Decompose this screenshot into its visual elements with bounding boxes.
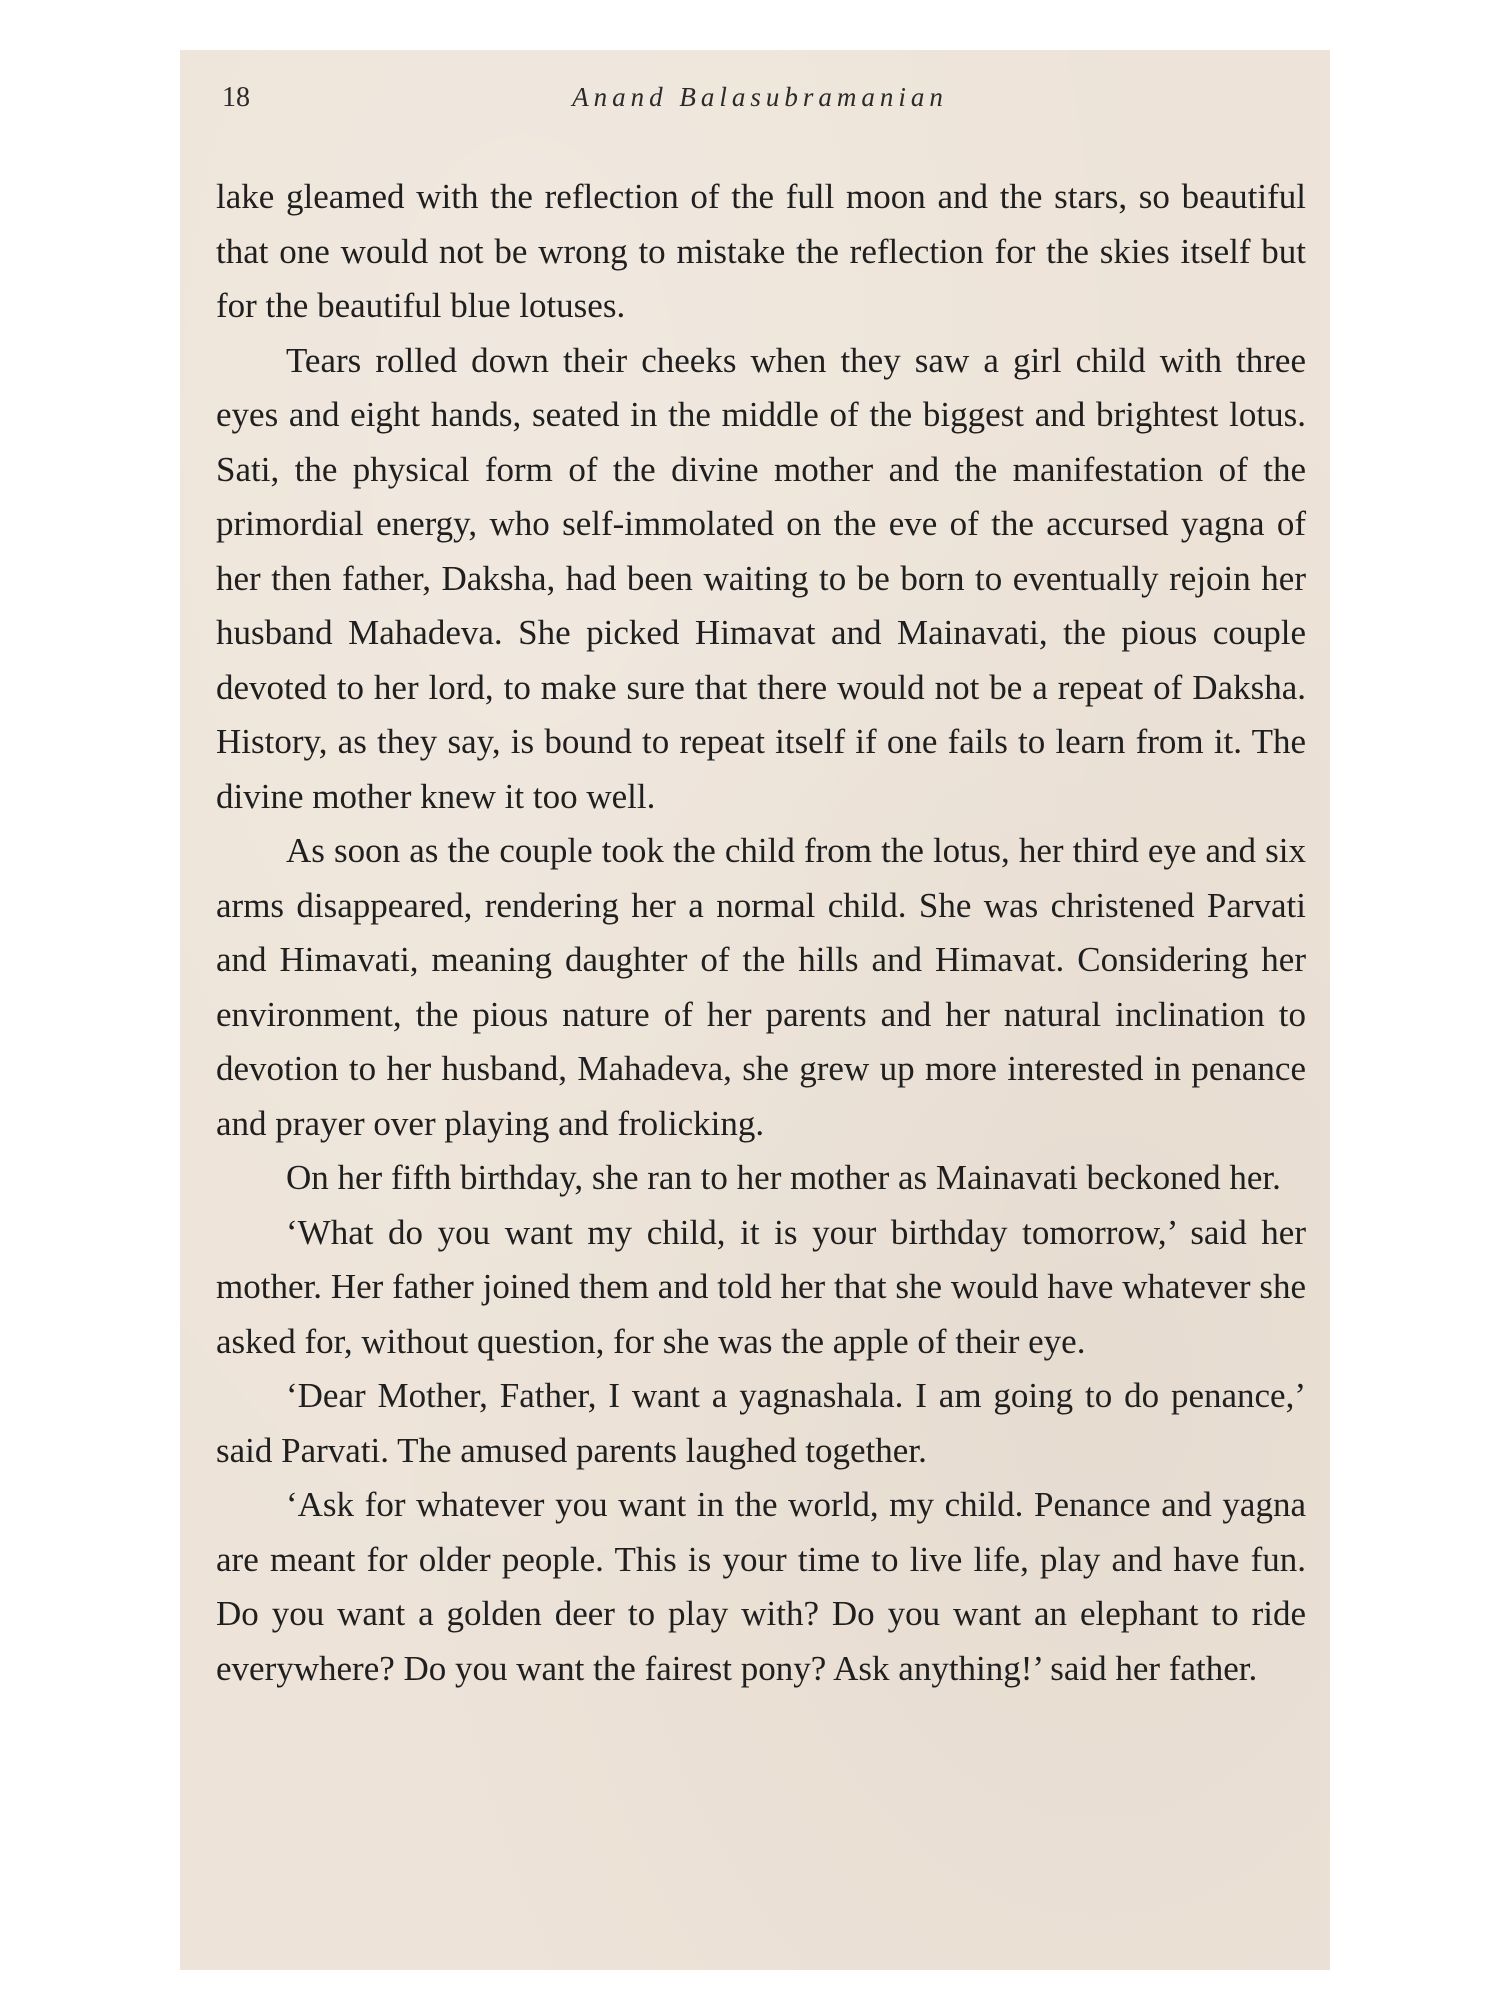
page-header [220, 68, 1300, 118]
paragraph: Tears rolled down their cheeks when they saw a girl child with three eyes and eight hands, seated in the middle of the biggest and brightest lotus. Sati, the physical form of the divine mother and the manifestation of the primordial energy, who self-immolated on the eve of the accursed yagna of her then father, Daksha, had been waiting to be born to eventually rejoin her husband Mahadeva. She picked Himavat and Mainavati, the pious couple devoted to her lord, to make sure that there would not be a repeat of Daksha. History, as they say, is bound to repeat itself if one fails to learn from it. The divine mother knew it too well. [216, 340, 1306, 816]
book-page [180, 50, 1330, 1970]
paragraph: ‘Dear Mother, Father, I want a yagnashala. I am going to do penance,’ said Parvati. The amused parents laughed together. [216, 1376, 1306, 1470]
paragraph: lake gleamed with the reflection of the full moon and the stars, so beautiful that one would not be wrong to mistake the reflection for the skies itself but for the beautiful blue lotuses. [216, 177, 1306, 325]
running-head: Anand Balasubramanian [572, 82, 948, 112]
body-text [216, 170, 1306, 1696]
paragraph: As soon as the couple took the child from the lotus, her third eye and six arms disappeared, rendering her a normal child. She was christened Parvati and Himavati, meaning daughter of the hills and Himavat. Considering her environment, the pious nature of her parents and her natural inclination to devotion to her husband, Mahadeva, she grew up more interested in penance and prayer over playing and frolicking. [216, 831, 1306, 1143]
paragraph: ‘What do you want my child, it is your birthday tomorrow,’ said her mother. Her father joined them and told her that she would have whatever she asked for, without question, for she was the apple of their eye. [216, 1212, 1306, 1361]
paragraph: On her fifth birthday, she ran to her mother as Mainavati beckoned her. [286, 1158, 1281, 1197]
page-number: 18 [222, 82, 250, 113]
paragraph: ‘Ask for whatever you want in the world, my child. Penance and yagna are meant for older people. This is your time to live life, play and have fun. Do you want a golden deer to play with? Do you want an elephant to ride everywhere? Do you want the fairest pony? Ask anything!’ said her father. [216, 1485, 1306, 1688]
